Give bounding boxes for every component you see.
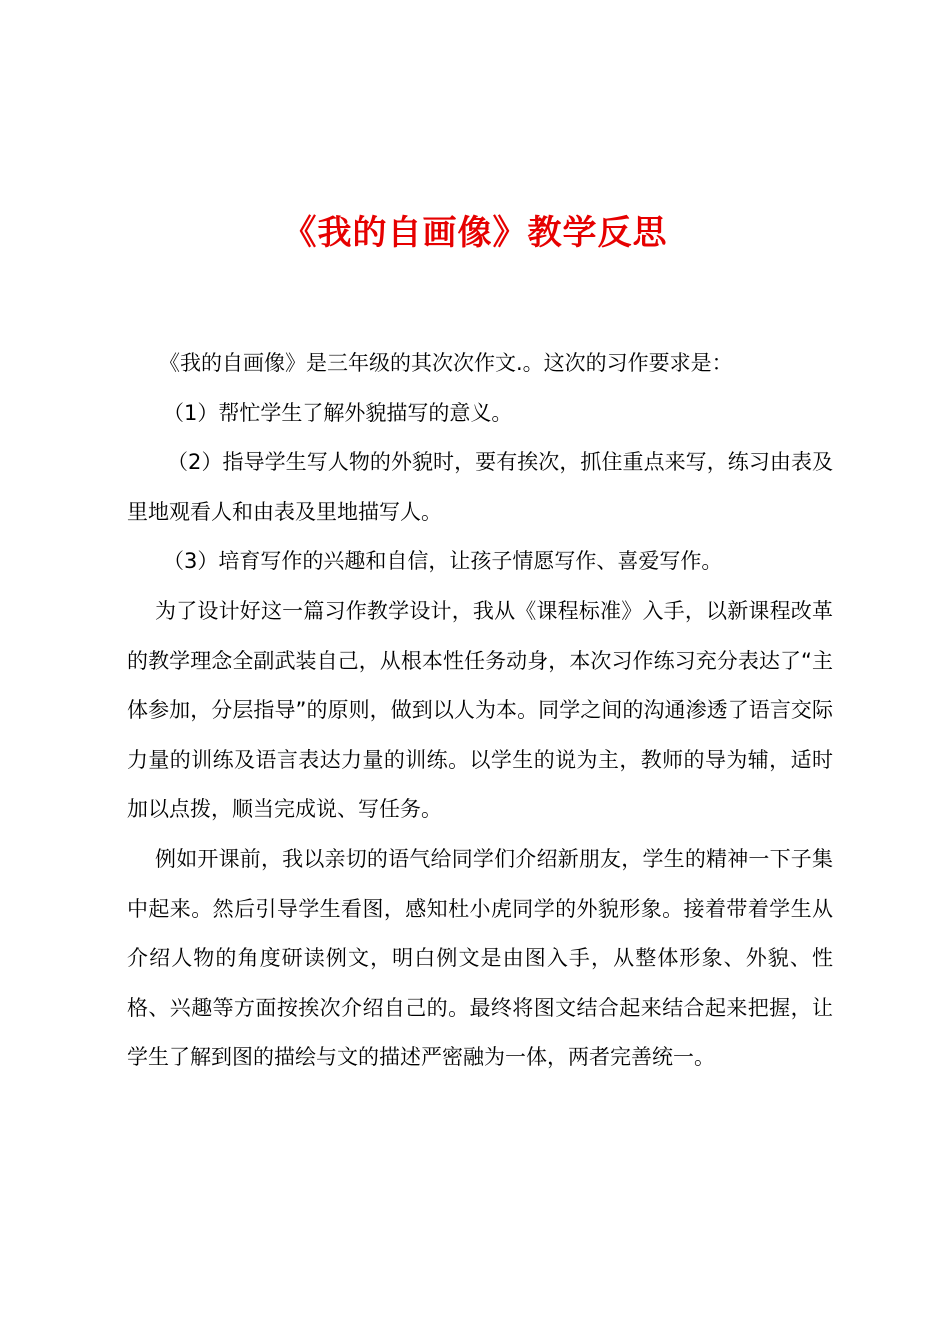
paragraph-intro: 《我的自画像》是三年级的其次次作文.。这次的习作要求是： [159,351,733,375]
document-title: 《我的自画像》教学反思 [282,213,668,253]
paragraph-requirement-2: （2）指导学生写人物的外貌时，要有挨次，抓住重点来写，练习由表及里地观看人和由表及里地描写人。 [127,450,833,524]
paragraph-design: 为了设计好这一篇习作教学设计，我从《课程标准》入手，以新课程改革的教学理念全副武装自己，从根本性任务动身，本次习作练习充分表达了“主体参加，分层指导”的原则，做到以人为本。同学之间的沟通渗透了语言交际力量的训练及语言表达力量的训练。以学生的说为主，教师的导为辅，适时加以点拨，顺当完成说、写任务。 [127,598,833,822]
document-body [127,339,833,1083]
paragraph-example: 例如开课前，我以亲切的语气给同学们介绍新朋友，学生的精神一下子集中起来。然后引导学生看图，感知杜小虎同学的外貌形象。接着带着学生从介绍人物的角度研读例文，明白例文是由图入手，从整体形象、外貌、性格、兴趣等方面按挨次介绍自己的。最终将图文结合起来结合起来把握，让学生了解到图的描绘与文的描述严密融为一体，两者完善统一。 [127,846,833,1070]
paragraph-requirement-1: （1）帮忙学生了解外貌描写的意义。 [163,400,513,425]
paragraph-requirement-3: （3）培育写作的兴趣和自信，让孩子情愿写作、喜爱写作。 [163,549,723,574]
